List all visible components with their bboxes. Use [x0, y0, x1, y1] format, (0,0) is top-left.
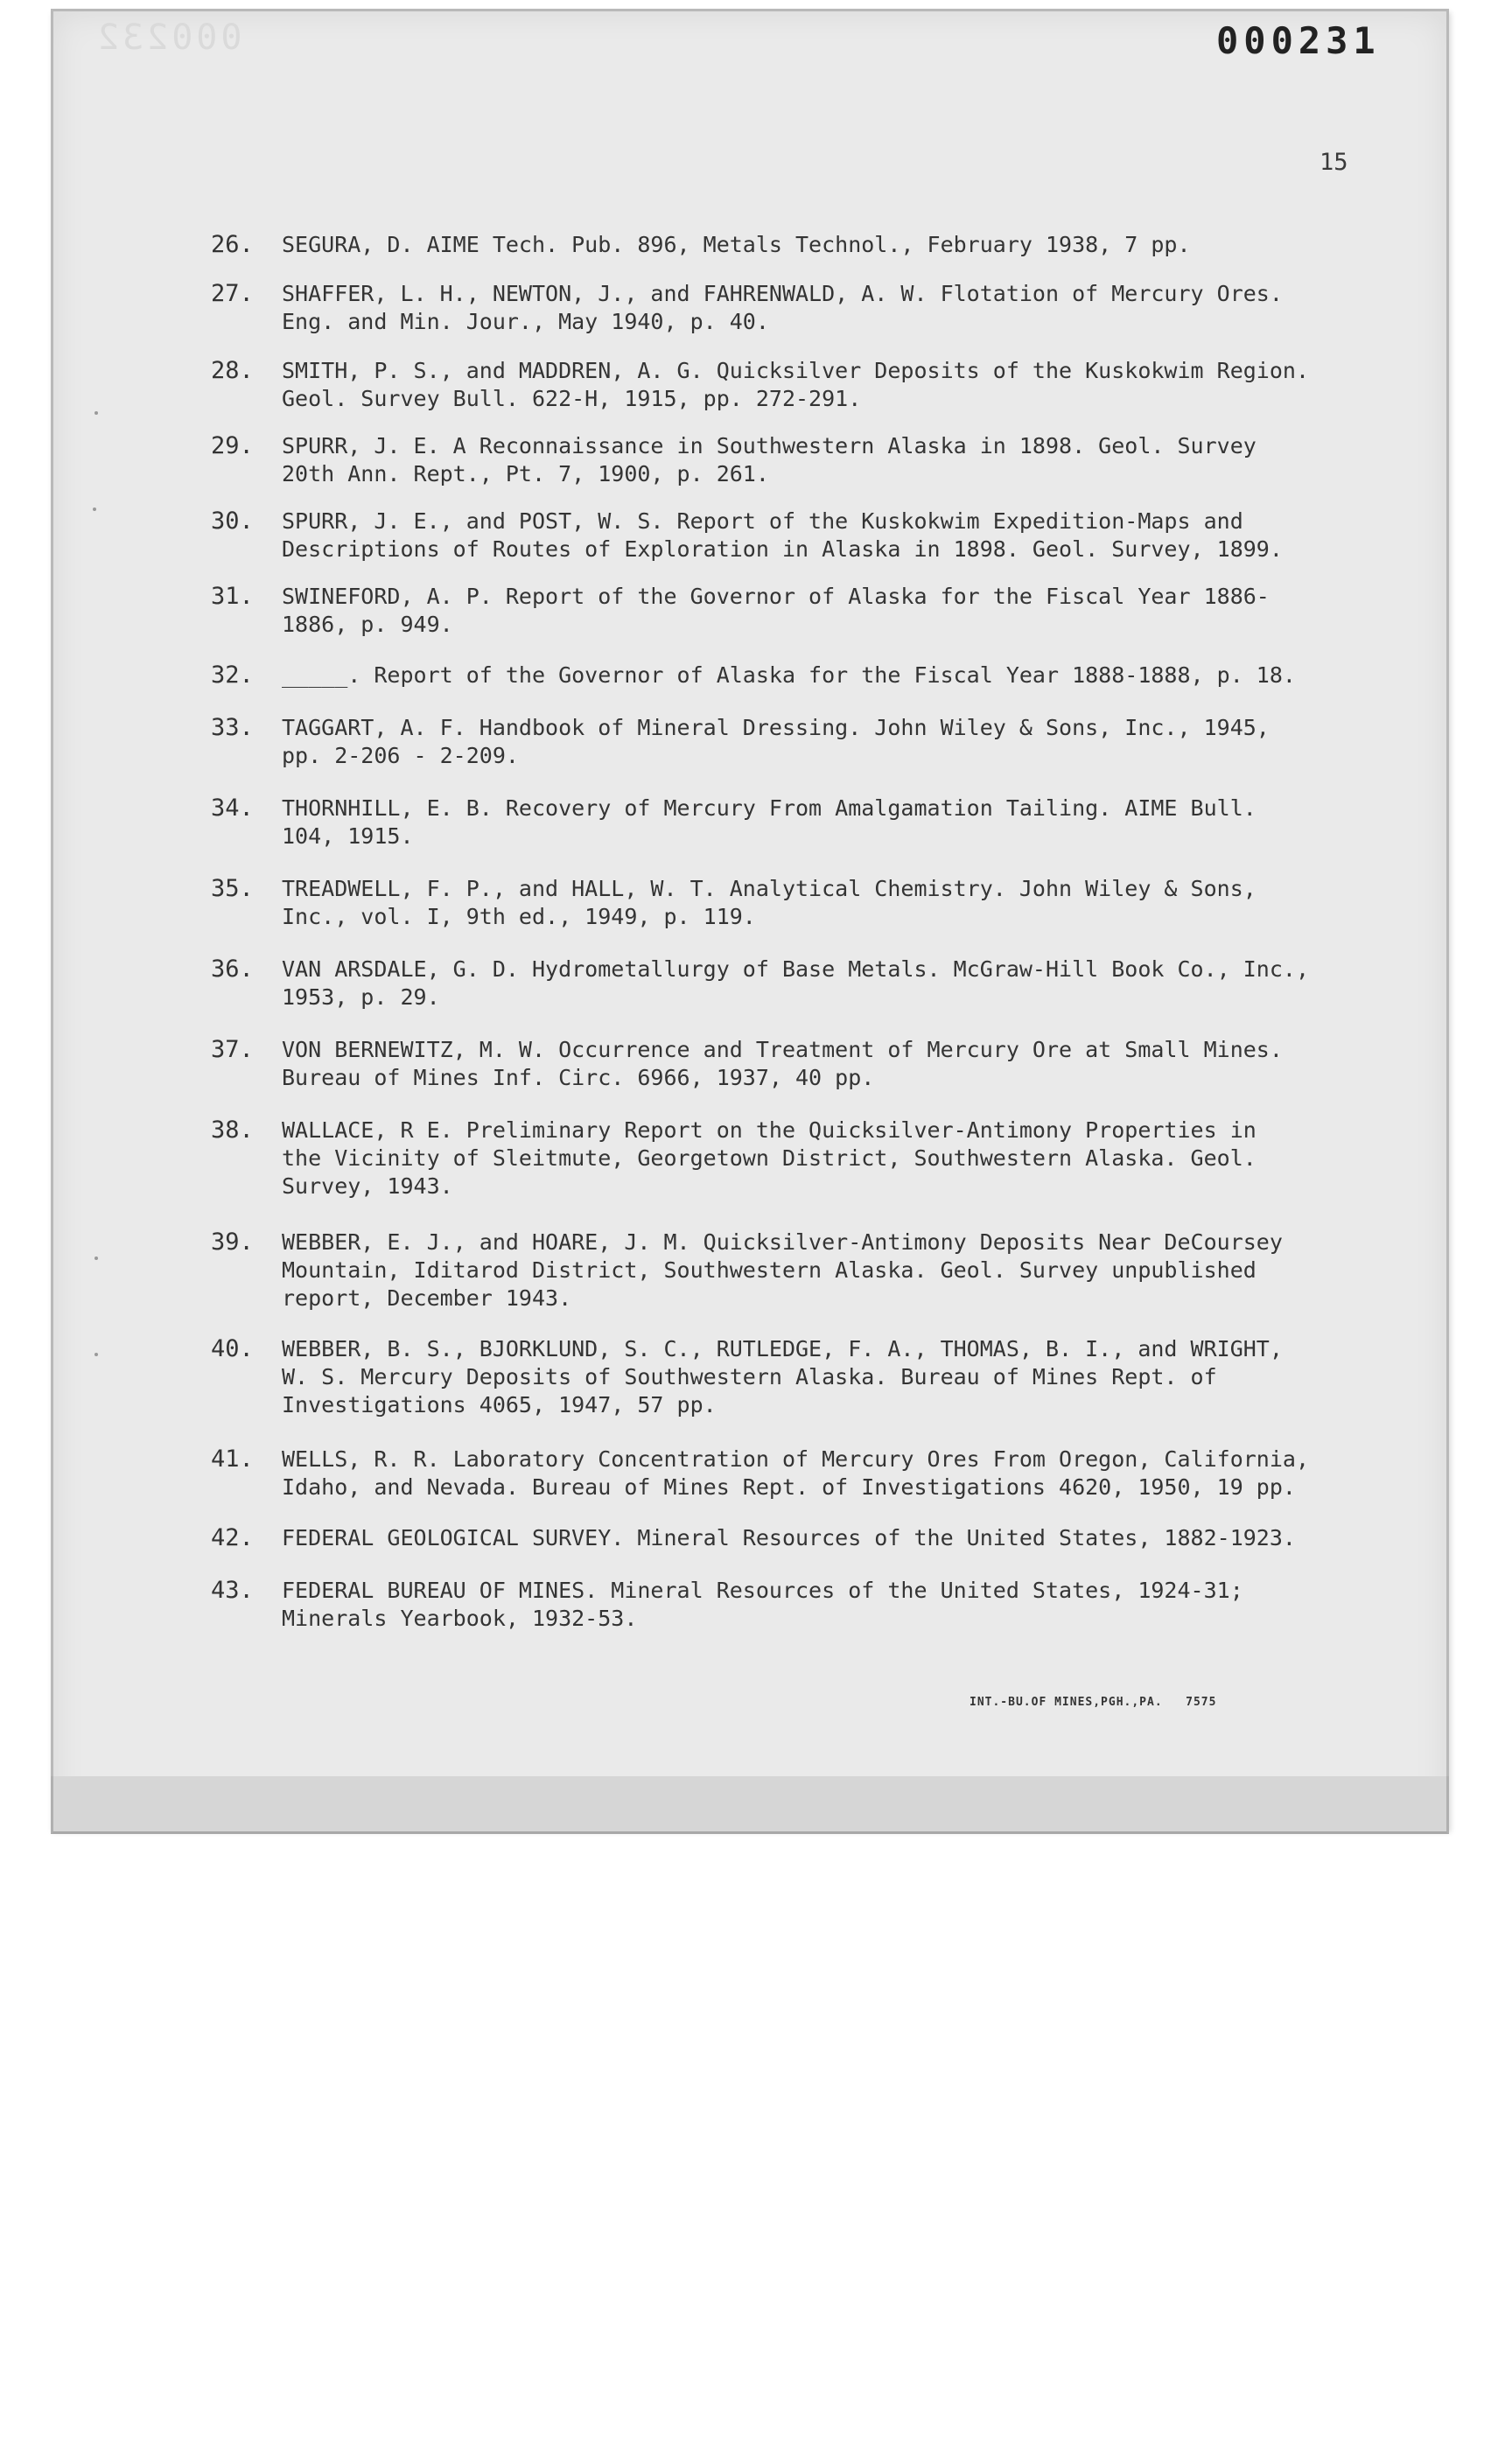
reference-text-line: WALLACE, R E. Preliminary Report on the Quicksilver-Antimony Properties in	[282, 1117, 1256, 1143]
reference-text-line: SEGURA, D. AIME Tech. Pub. 896, Metals Technol., February 1938, 7 pp.	[282, 232, 1191, 257]
reference-number: 29.	[211, 432, 254, 459]
reference-text-line: SWINEFORD, A. P. Report of the Governor of Alaska for the Fiscal Year 1886-	[282, 584, 1270, 609]
reference-text-line: Geol. Survey Bull. 622-H, 1915, pp. 272-291.	[282, 386, 862, 411]
reference-text-line: TAGGART, A. F. Handbook of Mineral Dressing. John Wiley & Sons, Inc., 1945,	[282, 715, 1270, 740]
reference-text-line: pp. 2-206 - 2-209.	[282, 743, 519, 768]
reference-text-line: WEBBER, B. S., BJORKLUND, S. C., RUTLEDGE, F. A., THOMAS, B. I., and WRIGHT,	[282, 1336, 1283, 1362]
reference-number: 33.	[211, 714, 254, 741]
reference-number: 42.	[211, 1524, 254, 1551]
reference-number: 41.	[211, 1446, 254, 1473]
reference-text-line: Idaho, and Nevada. Bureau of Mines Rept. of Investigations 4620, 1950, 19 pp.	[282, 1474, 1296, 1500]
reference-text-line: WELLS, R. R. Laboratory Concentration of Mercury Ores From Oregon, California,	[282, 1446, 1309, 1472]
page-number: 15	[1320, 149, 1348, 176]
reference-text-line: 1953, p. 29.	[282, 984, 440, 1010]
reference-text-line: SMITH, P. S., and MADDREN, A. G. Quicksilver Deposits of the Kuskokwim Region.	[282, 358, 1309, 383]
reference-number: 31.	[211, 583, 254, 610]
reference-text-line: 20th Ann. Rept., Pt. 7, 1900, p. 261.	[282, 461, 769, 486]
document-stamp-number: 000231	[1216, 19, 1381, 62]
reference-text-line: Investigations 4065, 1947, 57 pp.	[282, 1392, 717, 1418]
reference-text-line: Minerals Yearbook, 1932-53.	[282, 1606, 638, 1631]
printer-imprint: INT.-BU.OF MINES,PGH.,PA. 7575	[970, 1696, 1217, 1709]
reference-number: 34.	[211, 794, 254, 822]
reference-text-line: TREADWELL, F. P., and HALL, W. T. Analytical Chemistry. John Wiley & Sons,	[282, 876, 1256, 901]
reference-text-line: SPURR, J. E. A Reconnaissance in Southwestern Alaska in 1898. Geol. Survey	[282, 433, 1256, 458]
reference-number: 37.	[211, 1036, 254, 1063]
page-edge-shadow	[51, 1776, 1449, 1834]
reference-text-line: THORNHILL, E. B. Recovery of Mercury From Amalgamation Tailing. AIME Bull.	[282, 795, 1256, 821]
reference-text-line: 1886, p. 949.	[282, 612, 453, 637]
reference-text-line: FEDERAL BUREAU OF MINES. Mineral Resources of the United States, 1924-31;	[282, 1578, 1243, 1603]
reference-text-line: Bureau of Mines Inf. Circ. 6966, 1937, 40 pp.	[282, 1065, 875, 1090]
reference-text-line: SPURR, J. E., and POST, W. S. Report of the Kuskokwim Expedition-Maps and	[282, 508, 1243, 534]
reference-number: 36.	[211, 956, 254, 983]
reference-text-line: Eng. and Min. Jour., May 1940, p. 40.	[282, 309, 769, 334]
reference-number: 28.	[211, 357, 254, 384]
reference-number: 40.	[211, 1335, 254, 1362]
reference-text-line: VON BERNEWITZ, M. W. Occurrence and Treatment of Mercury Ore at Small Mines.	[282, 1037, 1283, 1062]
bleed-through-stamp: 000232	[94, 18, 242, 58]
reference-text-line: Survey, 1943.	[282, 1173, 453, 1199]
reference-text-line: Descriptions of Routes of Exploration in Alaska in 1898. Geol. Survey, 1899.	[282, 536, 1283, 562]
reference-number: 30.	[211, 508, 254, 535]
reference-text-line: _____. Report of the Governor of Alaska for the Fiscal Year 1888-1888, p. 18.	[282, 662, 1296, 688]
reference-text-line: Inc., vol. I, 9th ed., 1949, p. 119.	[282, 904, 756, 929]
reference-number: 35.	[211, 875, 254, 902]
reference-number: 27.	[211, 280, 254, 307]
reference-text-line: FEDERAL GEOLOGICAL SURVEY. Mineral Resources of the United States, 1882-1923.	[282, 1525, 1296, 1550]
reference-number: 32.	[211, 662, 254, 689]
reference-text-line: the Vicinity of Sleitmute, Georgetown District, Southwestern Alaska. Geol.	[282, 1145, 1256, 1171]
reference-number: 38.	[211, 1116, 254, 1144]
reference-number: 26.	[211, 231, 254, 258]
reference-text-line: 104, 1915.	[282, 823, 414, 849]
reference-text-line: report, December 1943.	[282, 1285, 572, 1311]
reference-text-line: WEBBER, E. J., and HOARE, J. M. Quicksilver-Antimony Deposits Near DeCoursey	[282, 1229, 1283, 1255]
reference-text-line: SHAFFER, L. H., NEWTON, J., and FAHRENWALD, A. W. Flotation of Mercury Ores.	[282, 281, 1283, 306]
reference-text-line: Mountain, Iditarod District, Southwestern Alaska. Geol. Survey unpublished	[282, 1257, 1256, 1283]
reference-text-line: VAN ARSDALE, G. D. Hydrometallurgy of Base Metals. McGraw-Hill Book Co., Inc.,	[282, 956, 1309, 982]
reference-number: 43.	[211, 1577, 254, 1604]
reference-text-line: W. S. Mercury Deposits of Southwestern Alaska. Bureau of Mines Rept. of	[282, 1364, 1217, 1390]
reference-number: 39.	[211, 1228, 254, 1256]
